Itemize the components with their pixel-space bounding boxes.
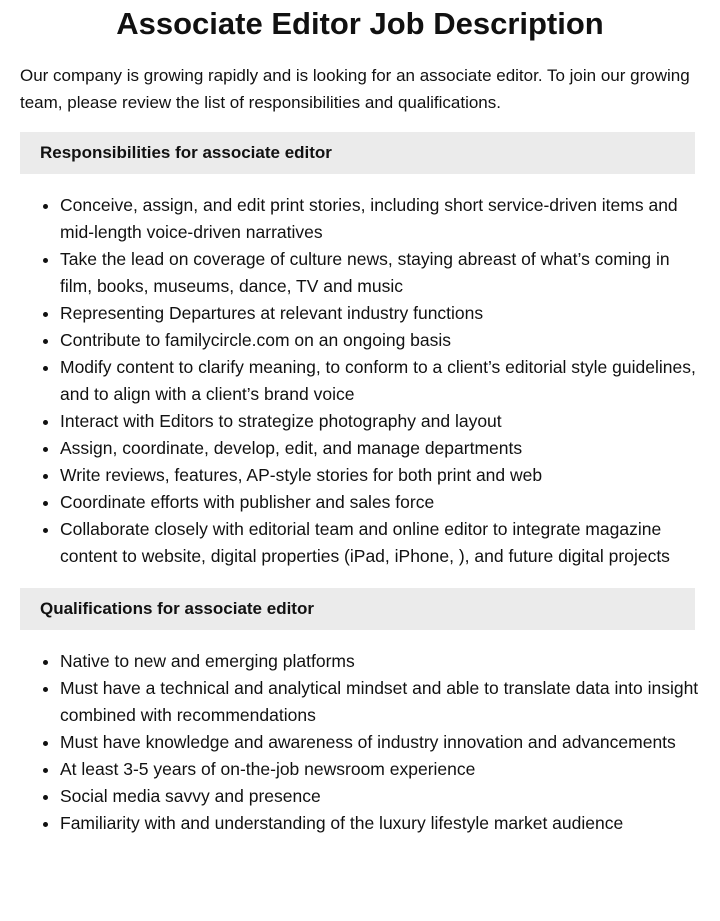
list-item: • Social media savvy and presence [60,783,700,810]
responsibilities-heading: Responsibilities for associate editor [20,132,695,174]
list-item: • Representing Departures at relevant industry functions [60,300,700,327]
list-item: • Take the lead on coverage of culture news, staying abreast of what’s coming in film, books, museums, dance, TV and music [60,246,700,300]
list-item: • At least 3-5 years of on-the-job newsroom experience [60,756,700,783]
list-item: • Contribute to familycircle.com on an ongoing basis [60,327,700,354]
list-item: • Familiarity with and understanding of the luxury lifestyle market audience [60,810,700,837]
list-item: • Interact with Editors to strategize photography and layout [60,408,700,435]
list-item: • Write reviews, features, AP-style stories for both print and web [60,462,700,489]
list-item: • Coordinate efforts with publisher and sales force [60,489,700,516]
list-item: • Native to new and emerging platforms [60,648,700,675]
list-item: • Assign, coordinate, develop, edit, and manage departments [60,435,700,462]
intro-text: Our company is growing rapidly and is looking for an associate editor. To join our growing team, please review the list of responsibilities and qualifications. [20,66,690,112]
list-item: • Must have a technical and analytical mindset and able to translate data into insight combined with recommendations [60,675,700,729]
responsibilities-list [20,192,700,570]
list-item: • Must have knowledge and awareness of industry innovation and advancements [60,729,700,756]
list-item: • Conceive, assign, and edit print stories, including short service-driven items and mid-length voice-driven narratives [60,192,700,246]
qualifications-heading: Qualifications for associate editor [20,588,695,630]
qualifications-list [20,648,700,837]
list-item: • Collaborate closely with editorial team and online editor to integrate magazine content to website, digital properties (iPad, iPhone, ), and future digital projects [60,516,700,570]
list-item: • Modify content to clarify meaning, to conform to a client’s editorial style guidelines, and to align with a client’s brand voice [60,354,700,408]
page-title: Associate Editor Job Description [116,6,604,41]
